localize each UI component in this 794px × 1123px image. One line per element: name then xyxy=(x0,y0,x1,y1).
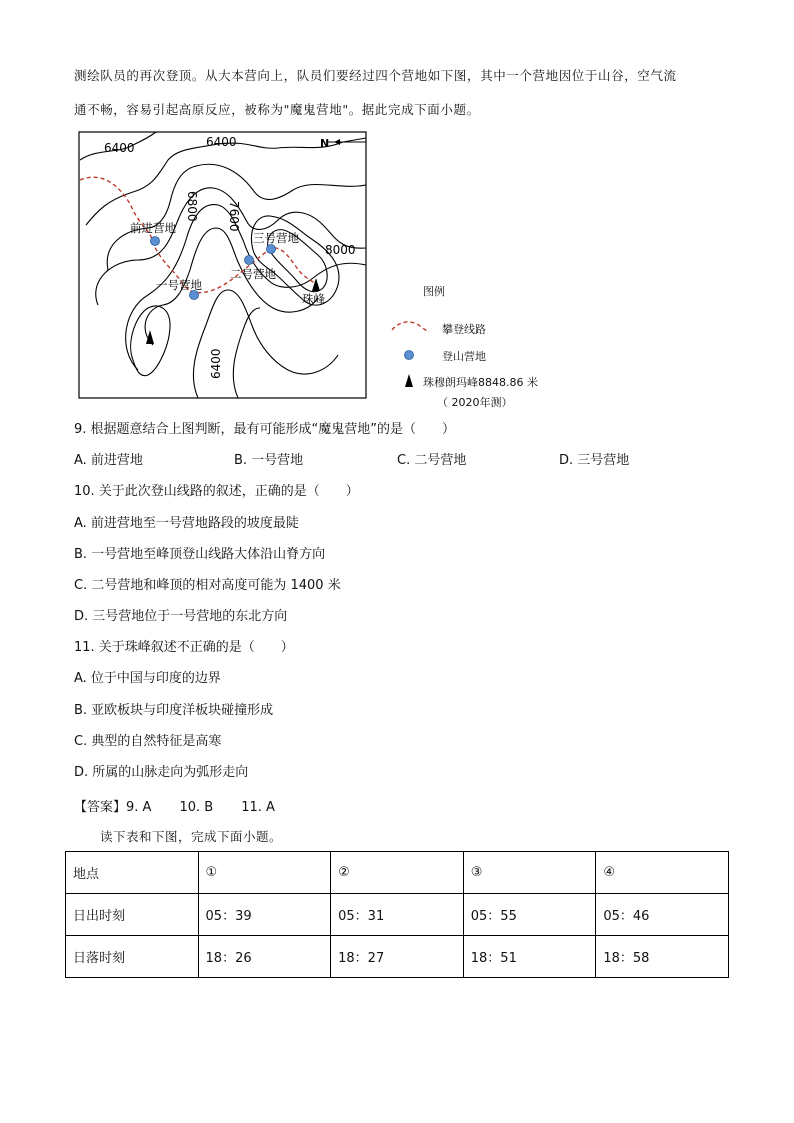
intro-line-2: 通不畅，容易引起高原反应，被称为"魔鬼营地"。据此完成下面小题。 xyxy=(74,102,480,117)
peak-label: 珠峰 xyxy=(302,292,325,306)
peak-legend-icon xyxy=(403,374,415,388)
legend-camp-label: 登山营地 xyxy=(442,350,486,363)
table-header-cell: ③ xyxy=(463,852,596,894)
legend-title: 图例 xyxy=(423,285,445,298)
table-cell: 05：39 xyxy=(198,894,331,936)
table-lead-text: 读下表和下图，完成下面小题。 xyxy=(100,829,283,844)
q11-option-c: C. 典型的自然特征是高寒 xyxy=(74,734,222,749)
table-cell: 18：58 xyxy=(596,936,729,978)
table-header-row xyxy=(66,852,729,894)
question-9-stem: 9. 根据题意结合上图判断，最有可能形成“魔鬼营地”的是（ ） xyxy=(74,422,456,437)
camp-label-yi: 一号营地 xyxy=(156,278,202,292)
table-cell: 日出时刻 xyxy=(66,894,199,936)
q11-option-d: D. 所属的山脉走向为弧形走向 xyxy=(74,765,249,780)
q9-option-c: C. 二号营地 xyxy=(397,453,467,468)
q9-option-a: A. 前进营地 xyxy=(74,453,143,468)
north-label: N xyxy=(320,137,330,150)
contour-label-8000: 8000 xyxy=(325,243,356,257)
table-header-cell: ① xyxy=(198,852,331,894)
table-row xyxy=(66,894,729,936)
map-legend xyxy=(390,280,590,410)
contour-label-7600: 7600 xyxy=(227,201,241,232)
question-10-stem: 10. 关于此次登山线路的叙述，正确的是（ ） xyxy=(74,484,359,499)
legend-peak-note: （ 2020年测） xyxy=(437,396,513,409)
contour-label-6800: 6800 xyxy=(185,191,199,222)
q11-option-b: B. 亚欧板块与印度洋板块碰撞形成 xyxy=(74,703,274,718)
contour-label-6400b: 6400 xyxy=(206,135,237,149)
contour-label-6400a: 6400 xyxy=(104,141,135,155)
q9-option-b: B. 一号营地 xyxy=(234,453,304,468)
table-header-cell: ④ xyxy=(596,852,729,894)
q10-option-a: A. 前进营地至一号营地路段的坡度最陡 xyxy=(74,516,299,531)
table-cell: 日落时刻 xyxy=(66,936,199,978)
route-legend-icon xyxy=(390,318,430,334)
contour-label-6400c: 6400 xyxy=(209,348,223,379)
legend-peak-label: 珠穆朗玛峰8848.86 米 xyxy=(423,376,538,389)
legend-route-label: 攀登线路 xyxy=(442,323,486,336)
table-cell: 18：51 xyxy=(463,936,596,978)
table-cell: 05：31 xyxy=(331,894,464,936)
intro-paragraph xyxy=(74,66,724,120)
sunrise-sunset-table xyxy=(65,851,729,978)
table-header-cell: ② xyxy=(331,852,464,894)
q9-option-d: D. 三号营地 xyxy=(559,453,630,468)
q10-option-c: C. 二号营地和峰顶的相对高度可能为 1400 米 xyxy=(74,578,341,593)
topographic-map xyxy=(78,130,368,400)
q10-option-b: B. 一号营地至峰顶登山线路大体沿山脊方向 xyxy=(74,547,326,562)
camp-label-san: 三号营地 xyxy=(253,231,299,245)
answer-10: 10. B xyxy=(179,800,214,815)
table-row xyxy=(66,936,729,978)
intro-line-1: 测绘队员的再次登顶。从大本营向上，队员们要经过四个营地如下图，其中一个营地因位于山谷，空气流 xyxy=(74,68,677,83)
answer-line xyxy=(74,796,303,815)
table-header-cell: 地点 xyxy=(66,852,199,894)
table-cell: 05：55 xyxy=(463,894,596,936)
q10-option-d: D. 三号营地位于一号营地的东北方向 xyxy=(74,609,288,624)
q11-option-a: A. 位于中国与印度的边界 xyxy=(74,671,221,686)
question-11-stem: 11. 关于珠峰叙述不正确的是（ ） xyxy=(74,640,294,655)
answer-label: 【答案】 xyxy=(74,800,127,815)
table-cell: 18：27 xyxy=(331,936,464,978)
camp-label-er: 二号营地 xyxy=(230,267,276,281)
answer-9: 9. A xyxy=(126,800,152,815)
table-cell: 05：46 xyxy=(596,894,729,936)
camp-legend-icon xyxy=(403,349,415,361)
table-cell: 18：26 xyxy=(198,936,331,978)
answer-11: 11. A xyxy=(241,800,275,815)
camp-label-qianjin: 前进营地 xyxy=(130,221,176,235)
